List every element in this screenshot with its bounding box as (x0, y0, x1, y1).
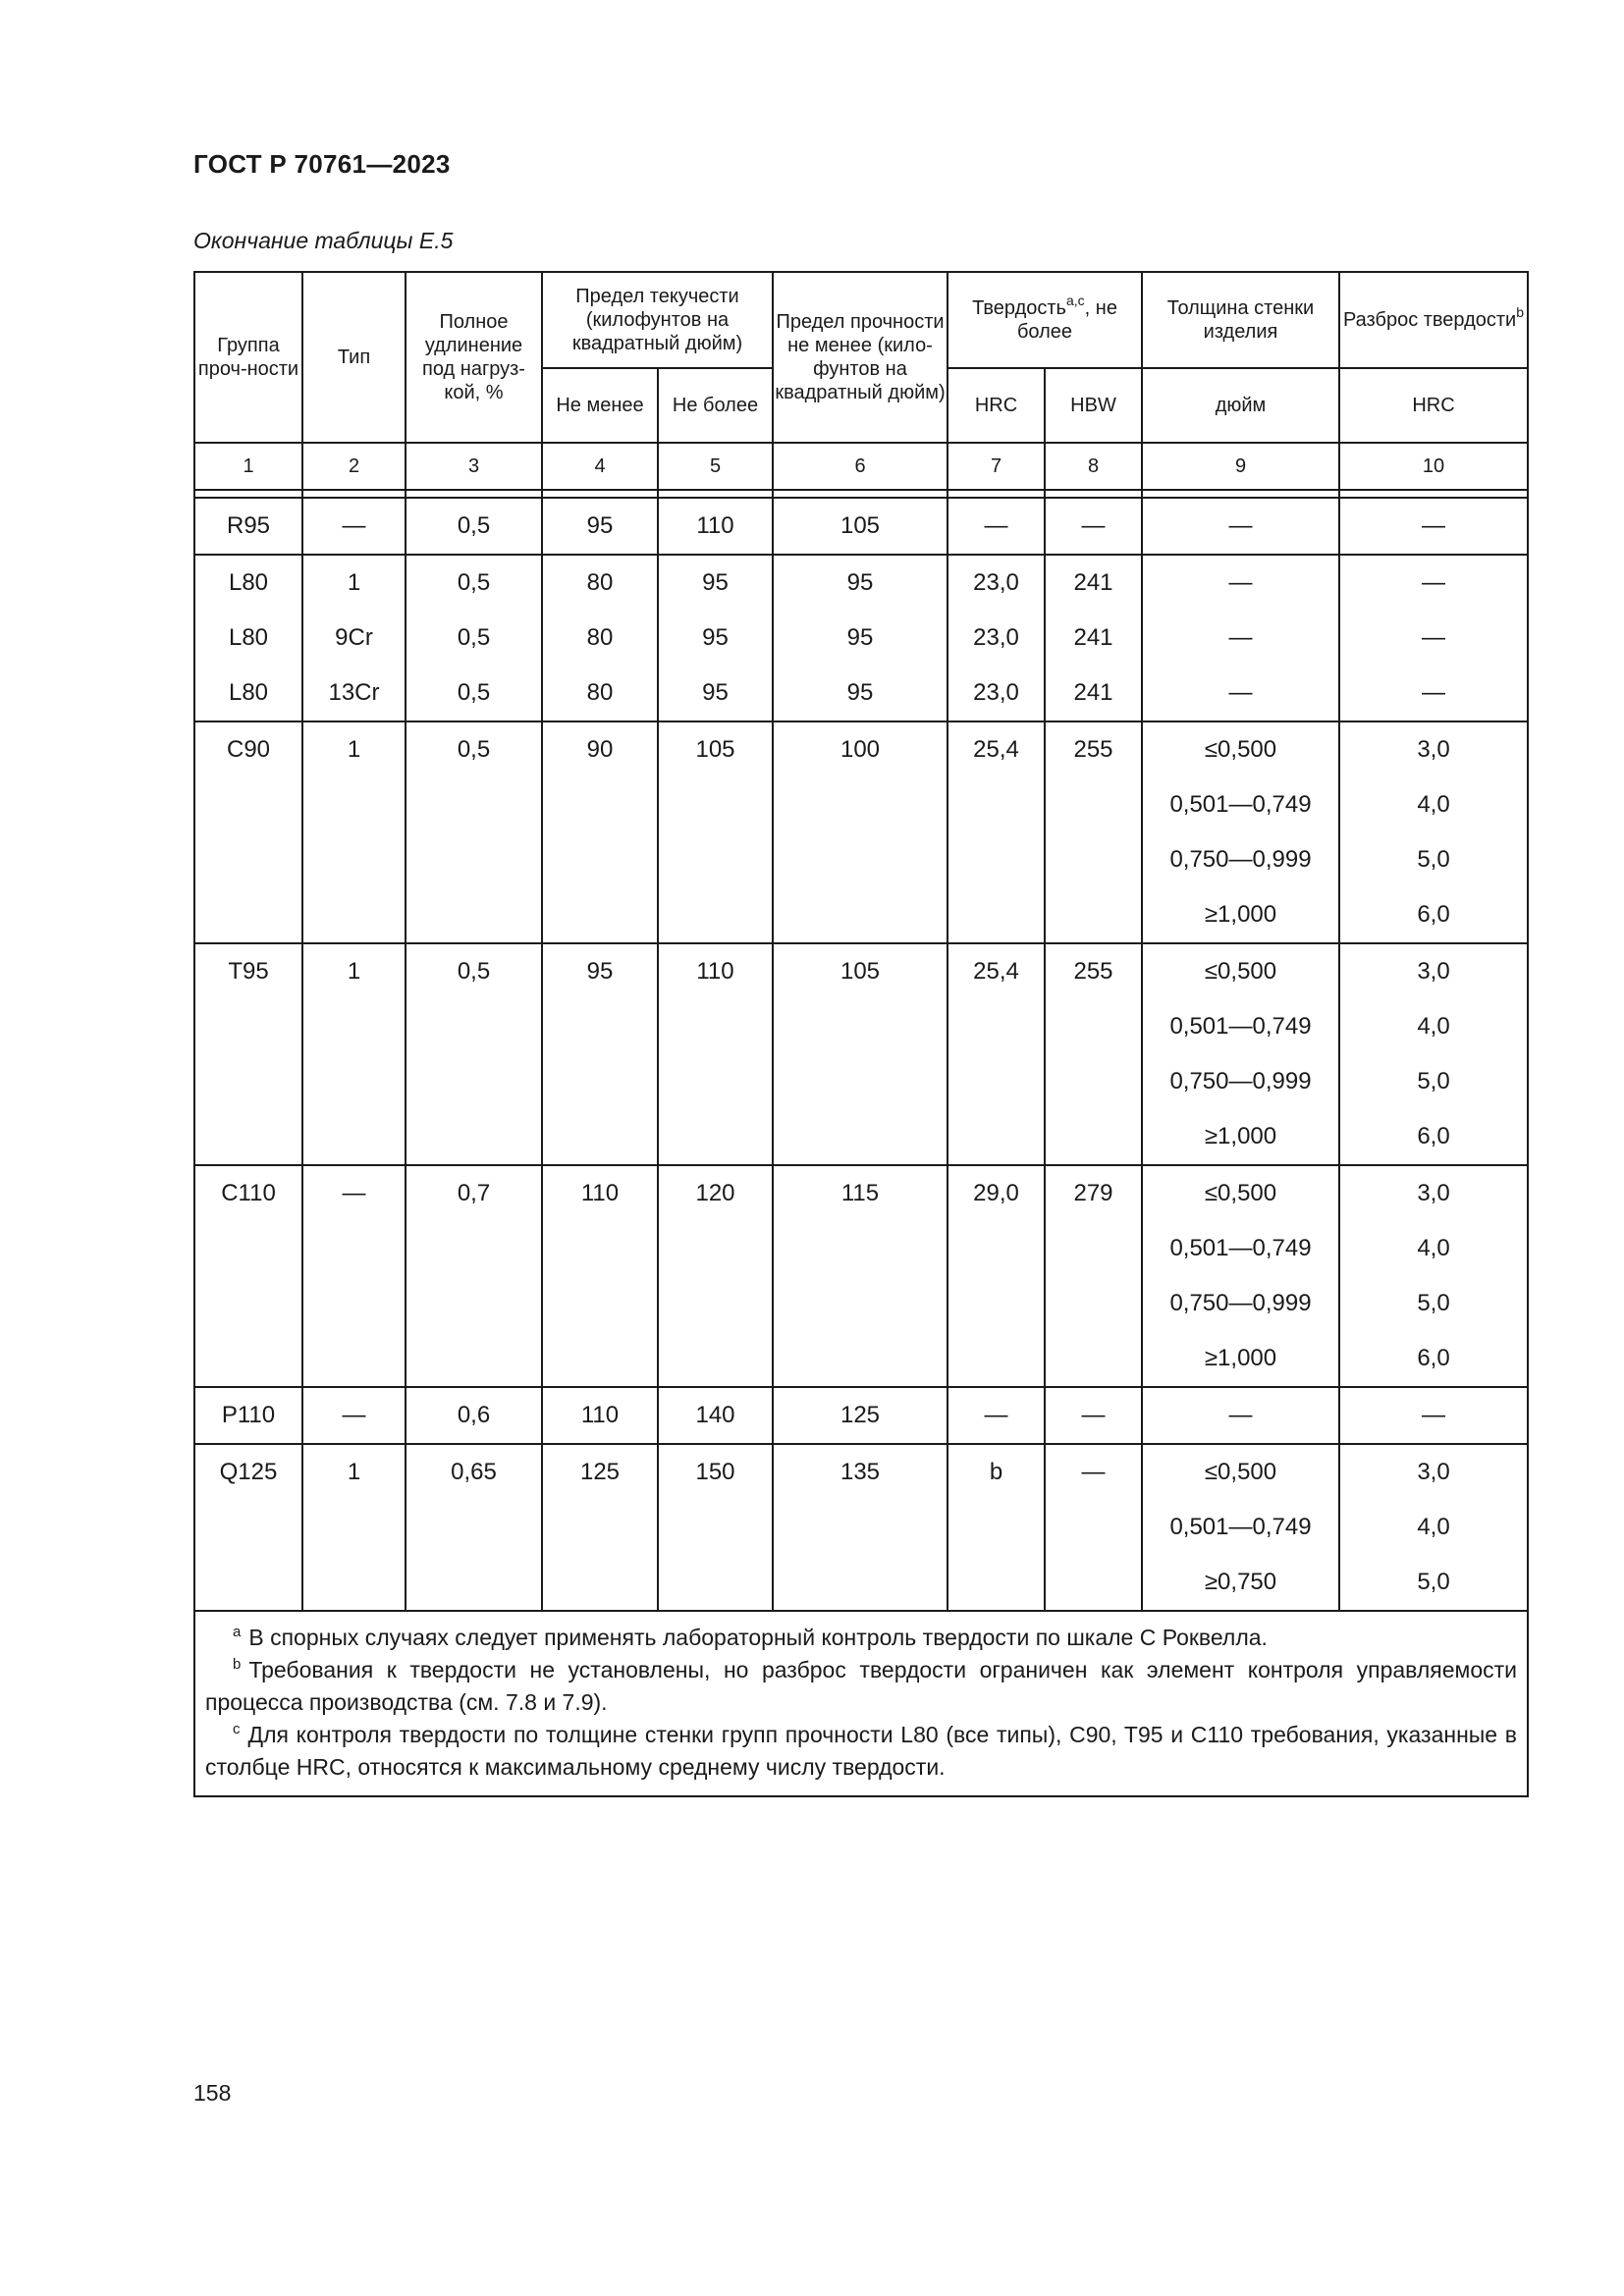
table-cell (773, 832, 947, 887)
table-row (194, 1221, 1528, 1276)
table-cell: — (1045, 498, 1142, 555)
table-cell: 115 (773, 1165, 947, 1221)
table-cell: C90 (194, 721, 302, 777)
table-row (194, 1331, 1528, 1387)
table-caption: Окончание таблицы Е.5 (193, 228, 454, 253)
header-hardness-tail: , не более (1016, 297, 1117, 343)
table-row (194, 1054, 1528, 1109)
column-number: 7 (947, 443, 1045, 490)
table-cell (302, 1054, 406, 1109)
table-row (194, 999, 1528, 1054)
table-cell (1045, 1331, 1142, 1387)
table-cell: 110 (658, 943, 773, 999)
table-cell (406, 1276, 542, 1331)
table-cell: — (1142, 498, 1339, 555)
table-cell: ≤0,500 (1142, 1444, 1339, 1500)
table-cell: 255 (1045, 943, 1142, 999)
table-cell: 279 (1045, 1165, 1142, 1221)
table-cell (542, 999, 658, 1054)
table-cell (302, 1500, 406, 1555)
table-cell (406, 832, 542, 887)
table-cell: 9Cr (302, 611, 406, 666)
table-cell (658, 1500, 773, 1555)
table-cell: 5,0 (1339, 832, 1528, 887)
table-cell: 3,0 (1339, 943, 1528, 999)
header-yield-max: Не более (658, 368, 773, 443)
table-cell: — (302, 1165, 406, 1221)
table-cell (947, 1500, 1045, 1555)
table-cell: 4,0 (1339, 1500, 1528, 1555)
column-number: 5 (658, 443, 773, 490)
table-cell (194, 999, 302, 1054)
table-cell: 3,0 (1339, 721, 1528, 777)
column-number: 9 (1142, 443, 1339, 490)
table-cell: — (1142, 666, 1339, 721)
table-cell: L80 (194, 666, 302, 721)
table-cell: b (947, 1444, 1045, 1500)
table-cell (947, 1555, 1045, 1611)
table-cell (406, 1109, 542, 1165)
table-cell (406, 1500, 542, 1555)
table-cell (658, 1276, 773, 1331)
table-cell (1045, 777, 1142, 832)
table-cell (302, 1109, 406, 1165)
table-cell: 0,5 (406, 666, 542, 721)
table-cell: 95 (658, 611, 773, 666)
table-cell: ≤0,500 (1142, 721, 1339, 777)
table-cell: 3,0 (1339, 1165, 1528, 1221)
table-cell (658, 832, 773, 887)
header-spread (1339, 272, 1528, 368)
table-cell: 110 (542, 1387, 658, 1444)
table-cell (194, 777, 302, 832)
table-cell (542, 1500, 658, 1555)
column-number: 4 (542, 443, 658, 490)
footnote-text: В спорных случаях следует применять лабораторный контроль твердости по шкале С Роквелла. (248, 1625, 1268, 1650)
column-number: 10 (1339, 443, 1528, 490)
table-row (194, 611, 1528, 666)
table-cell (406, 1555, 542, 1611)
table-cell: 0,7 (406, 1165, 542, 1221)
footnote-text: Для контроля твердости по толщине стенки групп прочности L80 (все типы), C90, T95 и C110 требования, указанные в столбце HRC, относятся к максимальному среднему числу твердости. (205, 1722, 1517, 1780)
footnote-mark: c (233, 1721, 241, 1737)
header-tensile: Предел прочности не менее (кило-фунтов на квадратный дюйм) (773, 272, 947, 443)
header-hardness-footnote-mark: a,c (1065, 293, 1085, 308)
table-row (194, 1276, 1528, 1331)
table-row (194, 943, 1528, 999)
table-cell: 5,0 (1339, 1276, 1528, 1331)
table-cell (947, 887, 1045, 943)
table-cell (302, 887, 406, 943)
table-cell: 4,0 (1339, 999, 1528, 1054)
table-cell (658, 1109, 773, 1165)
header-hrc: HRC (947, 368, 1045, 443)
header-type: Тип (302, 272, 406, 443)
header-wall-unit: дюйм (1142, 368, 1339, 443)
table-cell (542, 1221, 658, 1276)
table-cell (542, 1276, 658, 1331)
table-cell: 6,0 (1339, 1109, 1528, 1165)
table-cell (302, 777, 406, 832)
table-cell: — (302, 498, 406, 555)
table-cell: — (947, 498, 1045, 555)
table-cell (947, 1109, 1045, 1165)
table-cell (542, 1109, 658, 1165)
header-hbw: HBW (1045, 368, 1142, 443)
table-cell (194, 887, 302, 943)
table-cell: 80 (542, 666, 658, 721)
table-cell: P110 (194, 1387, 302, 1444)
table-cell: 105 (773, 943, 947, 999)
table-cell (194, 1500, 302, 1555)
table-cell (302, 1276, 406, 1331)
table-cell (658, 1221, 773, 1276)
table-cell (658, 1555, 773, 1611)
column-number: 3 (406, 443, 542, 490)
table-cell (406, 1331, 542, 1387)
table-cell: — (1339, 1387, 1528, 1444)
table-cell: 25,4 (947, 721, 1045, 777)
table-cell (947, 777, 1045, 832)
table-cell: 125 (542, 1444, 658, 1500)
table-cell (658, 887, 773, 943)
table-cell: ≤0,500 (1142, 1165, 1339, 1221)
table-cell: 0,5 (406, 721, 542, 777)
table-cell (947, 999, 1045, 1054)
table-cell (773, 777, 947, 832)
table-cell: — (1142, 1387, 1339, 1444)
table-cell: — (1142, 611, 1339, 666)
table-cell: 1 (302, 721, 406, 777)
table-cell (194, 1276, 302, 1331)
table-cell (1045, 832, 1142, 887)
table-cell: 150 (658, 1444, 773, 1500)
header-wall: Толщина стенки изделия (1142, 272, 1339, 368)
table-cell (194, 1555, 302, 1611)
table-cell (773, 1109, 947, 1165)
table-cell: 95 (773, 555, 947, 611)
table-cell (194, 1109, 302, 1165)
table-cell (1045, 1054, 1142, 1109)
table-cell: 105 (773, 498, 947, 555)
table-cell: 0,65 (406, 1444, 542, 1500)
table-cell (1045, 1500, 1142, 1555)
table-cell (658, 999, 773, 1054)
header-hardness (947, 272, 1142, 368)
table-cell: 3,0 (1339, 1444, 1528, 1500)
table-row (194, 1500, 1528, 1555)
table-cell (773, 1331, 947, 1387)
table-cell (1045, 999, 1142, 1054)
table-cell: 6,0 (1339, 1331, 1528, 1387)
header-spread-label: Разброс твердости (1342, 309, 1517, 331)
table-cell: — (1339, 555, 1528, 611)
table-cell (947, 1331, 1045, 1387)
page-number: 158 (193, 2080, 232, 2106)
table-cell: 125 (773, 1387, 947, 1444)
table-cell: — (1045, 1444, 1142, 1500)
table-row (194, 666, 1528, 721)
table-cell: 23,0 (947, 555, 1045, 611)
table-cell (773, 887, 947, 943)
table-cell: — (1142, 555, 1339, 611)
table-cell: 4,0 (1339, 1221, 1528, 1276)
column-number: 8 (1045, 443, 1142, 490)
footnote-text: Требования к твердости не установлены, но разброс твердости ограничен как элемент контроля управляемости процесса производства (см. 7.8 и 7.9). (205, 1657, 1517, 1715)
header-yield: Предел текучести (килофунтов на квадратный дюйм) (542, 272, 773, 368)
table-cell (542, 832, 658, 887)
table-cell: 95 (773, 666, 947, 721)
footnote-c (205, 1719, 1517, 1784)
table-row (194, 498, 1528, 555)
table-cell (1045, 1555, 1142, 1611)
table-cell (1045, 1221, 1142, 1276)
table-cell: 0,501—0,749 (1142, 1500, 1339, 1555)
table-cell (947, 1276, 1045, 1331)
table-cell: 241 (1045, 666, 1142, 721)
table-cell: 0,501—0,749 (1142, 1221, 1339, 1276)
table-cell (406, 1221, 542, 1276)
table-cell: C110 (194, 1165, 302, 1221)
header-yield-min: Не менее (542, 368, 658, 443)
table-cell (406, 777, 542, 832)
table-cell: 241 (1045, 611, 1142, 666)
table-row (194, 1555, 1528, 1611)
table-cell (542, 887, 658, 943)
table-cell: 0,5 (406, 555, 542, 611)
footnotes-row (194, 1611, 1528, 1796)
table-cell: 80 (542, 611, 658, 666)
table-cell: 23,0 (947, 611, 1045, 666)
table-cell: Q125 (194, 1444, 302, 1500)
header-spread-footnote-mark: b (1516, 304, 1525, 320)
table-cell (1045, 1109, 1142, 1165)
table-cell: 0,501—0,749 (1142, 999, 1339, 1054)
table-cell: 95 (658, 555, 773, 611)
table-cell (773, 999, 947, 1054)
table-cell (542, 1555, 658, 1611)
column-number: 6 (773, 443, 947, 490)
footnote-b (205, 1654, 1517, 1719)
table-cell (302, 1221, 406, 1276)
table-cell: ≥1,000 (1142, 1109, 1339, 1165)
table-cell (1045, 887, 1142, 943)
table-cell (773, 1555, 947, 1611)
table-cell (302, 832, 406, 887)
table-cell: 6,0 (1339, 887, 1528, 943)
document-header: ГОСТ Р 70761—2023 (193, 149, 451, 179)
table-cell (773, 1221, 947, 1276)
table-cell: 13Cr (302, 666, 406, 721)
header-double-rule (194, 490, 1528, 498)
table-cell: — (1339, 666, 1528, 721)
table-row (194, 1387, 1528, 1444)
table-cell: 25,4 (947, 943, 1045, 999)
table-cell (773, 1500, 947, 1555)
table-cell (947, 1221, 1045, 1276)
table-row (194, 1109, 1528, 1165)
table-cell (406, 999, 542, 1054)
table-row (194, 555, 1528, 611)
table-cell: — (1045, 1387, 1142, 1444)
table-cell: L80 (194, 555, 302, 611)
header-elongation: Полное удлинение под нагруз-кой, % (406, 272, 542, 443)
table-row (194, 1165, 1528, 1221)
table-cell (302, 1331, 406, 1387)
table-cell: 90 (542, 721, 658, 777)
table-cell: — (1339, 611, 1528, 666)
table-cell: 1 (302, 555, 406, 611)
table-cell: 23,0 (947, 666, 1045, 721)
hardness-table (193, 271, 1529, 1797)
table-cell: 95 (773, 611, 947, 666)
table-cell: 95 (542, 943, 658, 999)
header-hardness-label: Твердость (972, 297, 1066, 319)
table-cell: 29,0 (947, 1165, 1045, 1221)
table-cell (658, 1054, 773, 1109)
table-cell (194, 1221, 302, 1276)
table-cell (406, 1054, 542, 1109)
table-cell: 105 (658, 721, 773, 777)
table-cell (773, 1054, 947, 1109)
header-spread-unit: HRC (1339, 368, 1528, 443)
table-cell: 110 (542, 1165, 658, 1221)
table-cell: 95 (658, 666, 773, 721)
table-row (194, 832, 1528, 887)
table-cell: 0,5 (406, 943, 542, 999)
table-cell: 140 (658, 1387, 773, 1444)
table-cell: — (947, 1387, 1045, 1444)
table-cell: 0,5 (406, 611, 542, 666)
table-cell (194, 1054, 302, 1109)
header-group: Группа проч-ности (194, 272, 302, 443)
table-cell (194, 1331, 302, 1387)
table-cell (947, 1054, 1045, 1109)
table-cell: T95 (194, 943, 302, 999)
table-cell: 4,0 (1339, 777, 1528, 832)
column-number: 1 (194, 443, 302, 490)
table-row (194, 777, 1528, 832)
table-cell (194, 832, 302, 887)
table-cell: 241 (1045, 555, 1142, 611)
table-cell (542, 1331, 658, 1387)
footnote-mark: b (233, 1656, 242, 1673)
table-cell: — (302, 1387, 406, 1444)
table-cell (302, 1555, 406, 1611)
table-cell: R95 (194, 498, 302, 555)
table-cell: 135 (773, 1444, 947, 1500)
header-row-1 (194, 272, 1528, 368)
table-cell (658, 777, 773, 832)
table-cell: 0,6 (406, 1387, 542, 1444)
table-cell: 110 (658, 498, 773, 555)
footnote-mark: a (233, 1624, 242, 1640)
table-cell (947, 832, 1045, 887)
table-cell: 0,750—0,999 (1142, 1054, 1339, 1109)
table-row (194, 887, 1528, 943)
table-cell: 120 (658, 1165, 773, 1221)
table-cell: 5,0 (1339, 1054, 1528, 1109)
table-row (194, 1444, 1528, 1500)
table-cell (302, 999, 406, 1054)
table-cell (773, 1276, 947, 1331)
table-cell: 0,5 (406, 498, 542, 555)
table-cell: 0,501—0,749 (1142, 777, 1339, 832)
table-cell: 100 (773, 721, 947, 777)
table-cell: ≥0,750 (1142, 1555, 1339, 1611)
table-cell (542, 1054, 658, 1109)
table-cell (406, 887, 542, 943)
table-cell: 0,750—0,999 (1142, 832, 1339, 887)
table-cell (658, 1331, 773, 1387)
table-cell: 95 (542, 498, 658, 555)
column-number: 2 (302, 443, 406, 490)
table-cell (542, 777, 658, 832)
table-cell: L80 (194, 611, 302, 666)
footnote-a (205, 1622, 1517, 1654)
table-cell: 1 (302, 1444, 406, 1500)
table-cell: 80 (542, 555, 658, 611)
table-cell: 1 (302, 943, 406, 999)
column-number-row (194, 443, 1528, 490)
table-cell: 255 (1045, 721, 1142, 777)
table-cell: ≥1,000 (1142, 887, 1339, 943)
table-row (194, 721, 1528, 777)
table-cell: ≤0,500 (1142, 943, 1339, 999)
table-cell (1045, 1276, 1142, 1331)
table-cell: ≥1,000 (1142, 1331, 1339, 1387)
table-cell: 5,0 (1339, 1555, 1528, 1611)
footnotes (194, 1611, 1528, 1796)
table-cell: — (1339, 498, 1528, 555)
table-cell: 0,750—0,999 (1142, 1276, 1339, 1331)
